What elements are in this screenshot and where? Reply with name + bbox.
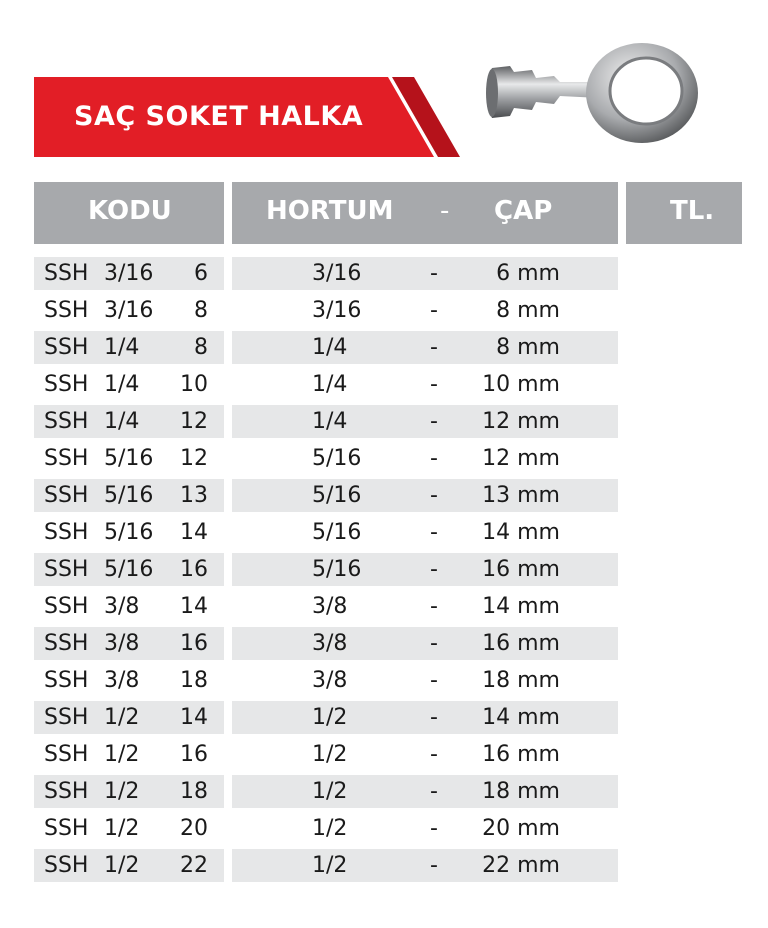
table-row [34, 736, 624, 773]
header-tl-label: TL. [670, 196, 715, 226]
row-prefix: SSH [44, 298, 89, 323]
row-number: 12 [180, 446, 208, 471]
header-hortum-label: HORTUM [266, 196, 394, 226]
row-size: 1/4 [104, 335, 140, 360]
row-spec-cell [232, 812, 618, 845]
row-size: 1/2 [104, 816, 140, 841]
row-hortum: 5/16 [312, 520, 362, 545]
row-prefix: SSH [44, 853, 89, 878]
row-prefix: SSH [44, 335, 89, 360]
banjo-fitting-image [480, 38, 705, 148]
row-hortum: 1/4 [312, 335, 348, 360]
table-row [34, 699, 624, 736]
table-row [34, 329, 624, 366]
row-spec-cell [232, 405, 618, 438]
row-size: 3/8 [104, 668, 140, 693]
table-row [34, 625, 624, 662]
table-row [34, 440, 624, 477]
header-kodu [34, 182, 224, 244]
row-separator: - [430, 668, 438, 693]
row-separator: - [430, 816, 438, 841]
row-hortum: 1/2 [312, 853, 348, 878]
row-number: 8 [194, 298, 208, 323]
row-cap: 18 mm [482, 668, 560, 693]
row-spec-cell [232, 590, 618, 623]
row-hortum: 3/8 [312, 668, 348, 693]
header-tl [626, 182, 742, 244]
table-row [34, 662, 624, 699]
row-spec-cell [232, 368, 618, 401]
row-cap: 22 mm [482, 853, 560, 878]
header-hortum-cap [232, 182, 618, 244]
table-row [34, 292, 624, 329]
row-separator: - [430, 261, 438, 286]
row-prefix: SSH [44, 705, 89, 730]
row-prefix: SSH [44, 409, 89, 434]
row-cap: 8 mm [496, 335, 560, 360]
row-number: 14 [180, 520, 208, 545]
row-size: 1/4 [104, 372, 140, 397]
row-spec-cell [232, 849, 618, 882]
row-number: 12 [180, 409, 208, 434]
row-hortum: 1/4 [312, 409, 348, 434]
row-number: 16 [180, 742, 208, 767]
row-spec-cell [232, 442, 618, 475]
row-separator: - [430, 742, 438, 767]
page-title: SAÇ SOKET HALKA [74, 101, 364, 132]
header-kodu-label: KODU [88, 196, 172, 226]
row-spec-cell [232, 331, 618, 364]
row-cap: 20 mm [482, 816, 560, 841]
table-row [34, 847, 624, 884]
row-cap: 16 mm [482, 631, 560, 656]
row-cap: 16 mm [482, 557, 560, 582]
row-size: 5/16 [104, 483, 154, 508]
row-cap: 14 mm [482, 594, 560, 619]
row-separator: - [430, 779, 438, 804]
row-hortum: 3/8 [312, 631, 348, 656]
row-prefix: SSH [44, 816, 89, 841]
row-size: 1/2 [104, 853, 140, 878]
row-spec-cell [232, 701, 618, 734]
row-spec-cell [232, 775, 618, 808]
title-banner [34, 77, 464, 159]
row-size: 5/16 [104, 446, 154, 471]
table-row [34, 551, 624, 588]
row-hortum: 1/2 [312, 705, 348, 730]
row-cap: 13 mm [482, 483, 560, 508]
row-size: 3/16 [104, 261, 154, 286]
row-cap: 14 mm [482, 705, 560, 730]
row-number: 14 [180, 705, 208, 730]
table-row [34, 588, 624, 625]
row-separator: - [430, 853, 438, 878]
row-size: 1/2 [104, 779, 140, 804]
row-separator: - [430, 483, 438, 508]
row-size: 5/16 [104, 557, 154, 582]
table-row [34, 255, 624, 292]
row-prefix: SSH [44, 594, 89, 619]
row-spec-cell [232, 738, 618, 771]
row-number: 18 [180, 668, 208, 693]
table-row [34, 366, 624, 403]
table-row [34, 477, 624, 514]
row-prefix: SSH [44, 446, 89, 471]
row-spec-cell [232, 664, 618, 697]
row-number: 22 [180, 853, 208, 878]
row-number: 13 [180, 483, 208, 508]
row-hortum: 5/16 [312, 557, 362, 582]
row-separator: - [430, 557, 438, 582]
row-prefix: SSH [44, 372, 89, 397]
row-prefix: SSH [44, 557, 89, 582]
table-row [34, 810, 624, 847]
row-number: 16 [180, 631, 208, 656]
row-separator: - [430, 631, 438, 656]
row-prefix: SSH [44, 668, 89, 693]
row-separator: - [430, 372, 438, 397]
row-cap: 16 mm [482, 742, 560, 767]
table-row [34, 773, 624, 810]
row-separator: - [430, 594, 438, 619]
row-spec-cell [232, 627, 618, 660]
header-cap-label: ÇAP [494, 196, 553, 226]
row-spec-cell [232, 516, 618, 549]
row-prefix: SSH [44, 742, 89, 767]
row-size: 3/16 [104, 298, 154, 323]
row-hortum: 1/2 [312, 779, 348, 804]
row-cap: 12 mm [482, 446, 560, 471]
table-row [34, 403, 624, 440]
row-separator: - [430, 705, 438, 730]
row-size: 1/2 [104, 705, 140, 730]
row-number: 18 [180, 779, 208, 804]
row-number: 10 [180, 372, 208, 397]
row-spec-cell [232, 479, 618, 512]
row-prefix: SSH [44, 261, 89, 286]
row-separator: - [430, 335, 438, 360]
table-row [34, 514, 624, 551]
row-prefix: SSH [44, 483, 89, 508]
row-number: 8 [194, 335, 208, 360]
row-size: 5/16 [104, 520, 154, 545]
row-cap: 10 mm [482, 372, 560, 397]
row-cap: 14 mm [482, 520, 560, 545]
row-number: 16 [180, 557, 208, 582]
row-cap: 18 mm [482, 779, 560, 804]
row-prefix: SSH [44, 631, 89, 656]
row-prefix: SSH [44, 779, 89, 804]
product-table [34, 255, 624, 884]
row-size: 1/4 [104, 409, 140, 434]
row-hortum: 5/16 [312, 483, 362, 508]
row-size: 3/8 [104, 631, 140, 656]
row-cap: 12 mm [482, 409, 560, 434]
row-number: 6 [194, 261, 208, 286]
row-number: 14 [180, 594, 208, 619]
row-cap: 8 mm [496, 298, 560, 323]
row-hortum: 1/2 [312, 816, 348, 841]
row-size: 3/8 [104, 594, 140, 619]
row-size: 1/2 [104, 742, 140, 767]
row-spec-cell [232, 257, 618, 290]
row-hortum: 1/4 [312, 372, 348, 397]
row-separator: - [430, 520, 438, 545]
row-spec-cell [232, 294, 618, 327]
row-number: 20 [180, 816, 208, 841]
header-separator: - [440, 196, 450, 226]
row-cap: 6 mm [496, 261, 560, 286]
row-prefix: SSH [44, 520, 89, 545]
row-spec-cell [232, 553, 618, 586]
row-hortum: 3/16 [312, 298, 362, 323]
row-separator: - [430, 298, 438, 323]
row-separator: - [430, 446, 438, 471]
row-hortum: 3/16 [312, 261, 362, 286]
row-hortum: 5/16 [312, 446, 362, 471]
row-separator: - [430, 409, 438, 434]
row-hortum: 3/8 [312, 594, 348, 619]
row-hortum: 1/2 [312, 742, 348, 767]
